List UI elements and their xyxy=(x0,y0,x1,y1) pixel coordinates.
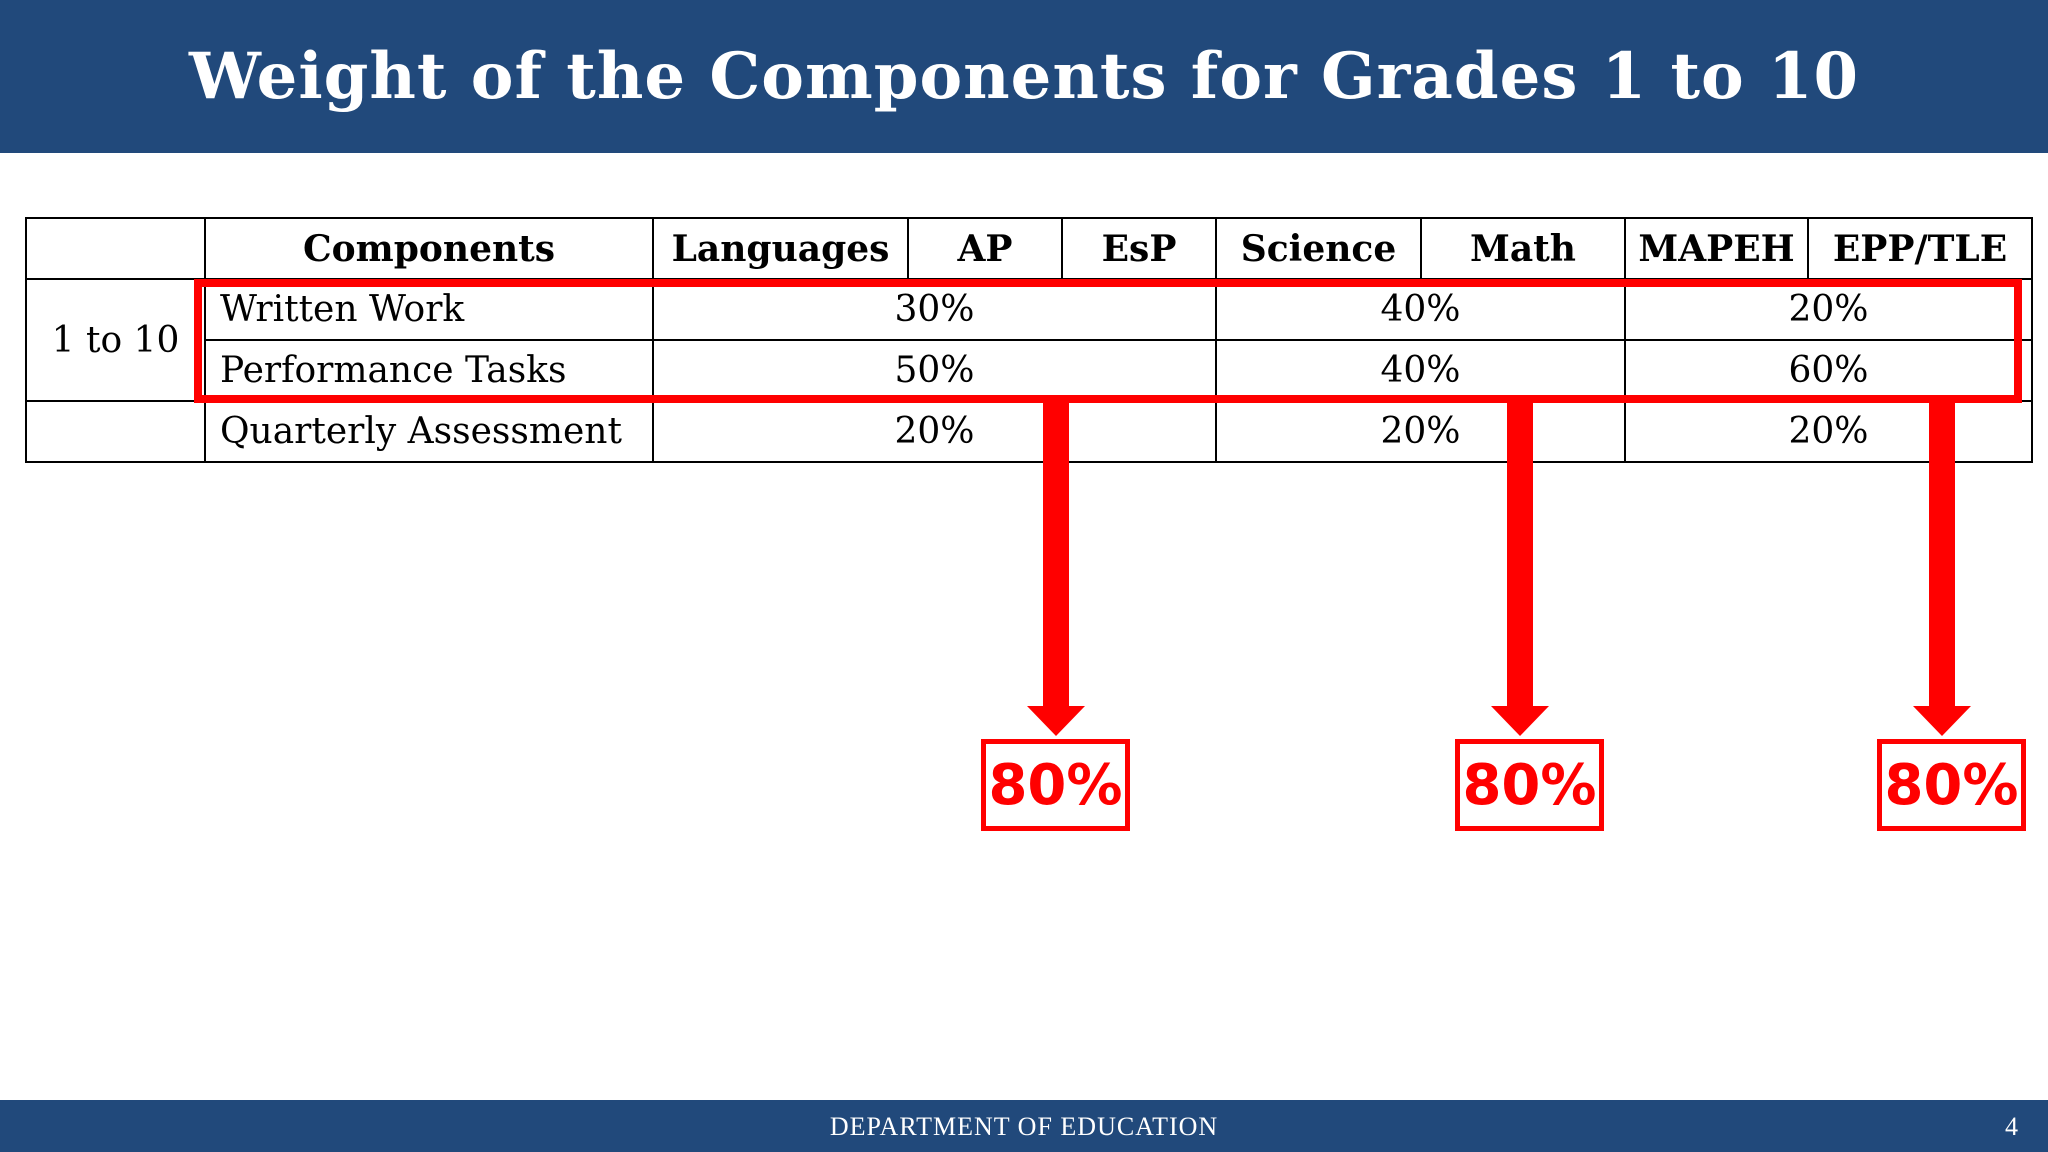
header-epp-tle: EPP/TLE xyxy=(1808,218,2032,279)
slide-header xyxy=(0,0,2048,153)
page-number: 4 xyxy=(2005,1112,2018,1141)
value-cell: 40% xyxy=(1216,279,1625,340)
grade-level-empty-cell xyxy=(26,401,205,462)
value-cell: 50% xyxy=(653,340,1216,401)
header-empty xyxy=(26,218,205,279)
header-math: Math xyxy=(1421,218,1625,279)
grade-level-cell: 1 to 10 xyxy=(26,279,205,401)
slide-footer xyxy=(0,1100,2048,1152)
table-header-row xyxy=(26,218,2032,279)
value-cell: 20% xyxy=(1625,401,2032,462)
footer-org: DEPARTMENT OF EDUCATION xyxy=(829,1112,1219,1141)
arrow-shaft xyxy=(1507,403,1533,709)
value-cell: 60% xyxy=(1625,340,2032,401)
component-cell: Written Work xyxy=(205,279,653,340)
total-callout: 80% xyxy=(1455,739,1604,831)
value-cell: 20% xyxy=(1216,401,1625,462)
total-callout: 80% xyxy=(981,739,1130,831)
header-esp: EsP xyxy=(1062,218,1216,279)
value-cell: 20% xyxy=(1625,279,2032,340)
value-cell: 30% xyxy=(653,279,1216,340)
value-cell: 20% xyxy=(653,401,1216,462)
total-callout: 80% xyxy=(1877,739,2026,831)
header-science: Science xyxy=(1216,218,1421,279)
slide-title: Weight of the Components for Grades 1 to 10 xyxy=(188,39,1860,114)
header-components: Components xyxy=(205,218,653,279)
arrow-head-icon xyxy=(1913,706,1971,736)
arrow-head-icon xyxy=(1491,706,1549,736)
arrow-shaft xyxy=(1929,403,1955,709)
component-cell: Quarterly Assessment xyxy=(205,401,653,462)
arrow-shaft xyxy=(1043,403,1069,709)
arrow-head-icon xyxy=(1027,706,1085,736)
highlight-box xyxy=(194,279,2022,403)
table-row xyxy=(26,401,2032,462)
component-cell: Performance Tasks xyxy=(205,340,653,401)
value-cell: 40% xyxy=(1216,340,1625,401)
header-languages: Languages xyxy=(653,218,908,279)
header-mapeh: MAPEH xyxy=(1625,218,1808,279)
header-ap: AP xyxy=(908,218,1062,279)
